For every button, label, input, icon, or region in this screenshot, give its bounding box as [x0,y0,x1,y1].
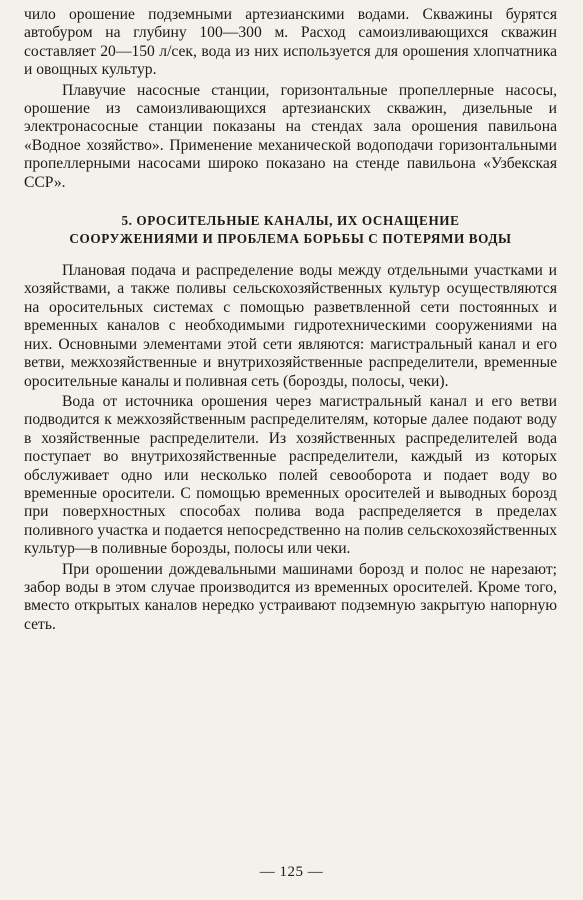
page-number: — 125 — [259,864,324,880]
book-page [24,6,557,634]
paragraph-water-distribution: Вода от источника орошения через магистральный канал и его ветви подводится к межхозяйственным распределителям, которые далее подают воду в хозяйственные распределители. Из хозяйственных распределителей вода поступает во внутрихозяйственные распределители, каждый из которых обслуживает одно или несколько полей севооборота и подает воду во временные оросители. С помощью временных оросителей и выводных борозд при поверхностных способах полива вода распределяется в пределах поливного участка и подается непосредственно на полив сельскохозяйственных культур—в поливные борозды, полосы или чеки. [24,392,557,558]
section-heading [24,212,557,248]
section-heading-line-1: 5. ОРОСИТЕЛЬНЫЕ КАНАЛЫ, ИХ ОСНАЩЕНИЕ [121,213,460,229]
paragraph-artesian-wells: чило орошение подземными артезианскими водами. Скважины бурятся автобуром на глубину 100—300 м. Расход самоизливающихся скважин составляет 20—150 л/сек, вода из них используется для орошения хлопчатника и овощных культур. [24,6,557,79]
paragraph-pumping-stations: Плавучие насосные станции, горизонтальные пропеллерные насосы, орошение из самоизливающихся артезианских скважин, дизельные и электронасосные станции показаны на стендах зала орошения павильона «Водное хозяйство». Применение механической водоподачи горизонтальными пропеллерными насосами широко показано на стенде павильона «Узбекская ССР». [24,81,557,191]
section-heading-line-2: СООРУЖЕНИЯМИ И ПРОБЛЕМА БОРЬБЫ С ПОТЕРЯМИ ВОДЫ [69,231,512,247]
paragraph-sprinkler-irrigation: При орошении дождевальными машинами борозд и полос не нарезают; забор воды в этом случае производится из временных оросителей. Кроме того, вместо открытых каналов нередко устраивают подземную закрытую напорную сеть. [24,560,557,633]
paragraph-irrigation-network: Плановая подача и распределение воды между отдельными участками и хозяйствами, а также поливы сельскохозяйственных культур осуществляются на оросительных системах с помощью разветвленной сети постоянных и временных каналов с необходимыми гидротехническими сооружениями на них. Основными элементами этой сети являются: магистральный канал и его ветви, межхозяйственные и внутрихозяйственные распределители, временные оросительные каналы и поливная сеть (борозды, полосы, чеки). [24,262,557,390]
